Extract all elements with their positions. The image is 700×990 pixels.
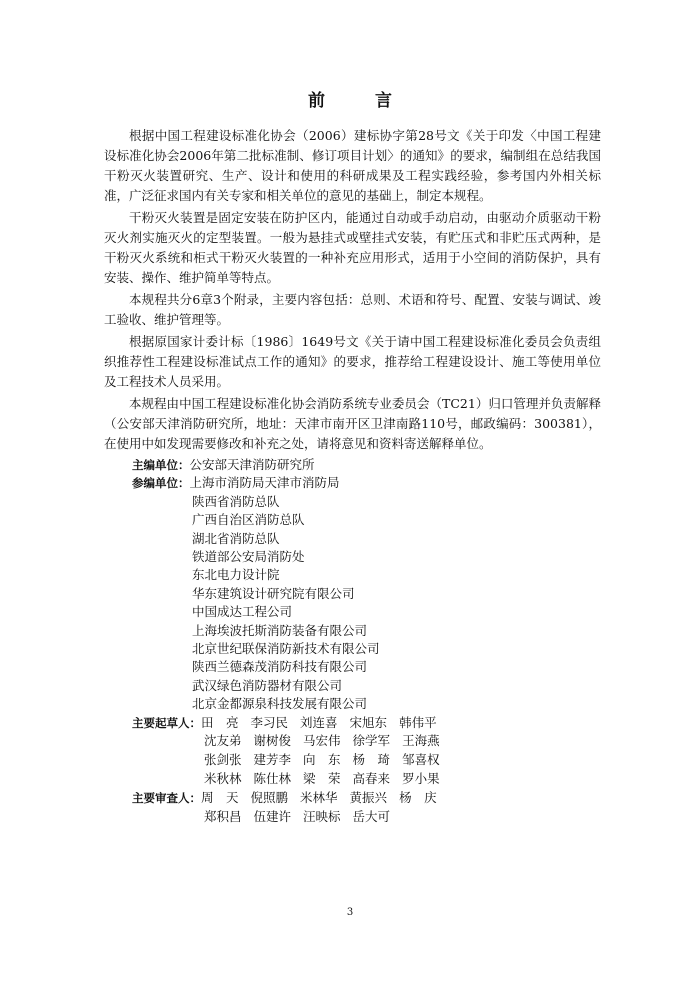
person-name: 韩伟平 [399,714,437,730]
participating-row [132,474,601,492]
participating-list [192,493,601,714]
paragraph-2: 干粉灭火装置是固定安装在防护区内，能通过自动或手动启动，由驱动介质驱动干粉灭火剂实施灭火的定型装置。一般为悬挂式或壁挂式安装，有贮压式和非贮压式两种，是干粉灭火系统和柜式干粉灭火装置的一种补充应用形式，适用于小空间的消防保护，具有安装、操作、维护简单等特点。 [104,210,601,285]
name-group [204,808,402,827]
person-name: 杨 琦 [352,752,391,768]
person-name: 建芳李 [253,752,292,768]
person-name: 李习民 [250,714,289,730]
participating-unit: 陕西省消防总队 [192,493,280,509]
name-group [201,714,449,733]
participating-unit: 广西自治区消防总队 [192,512,305,528]
person-name: 梁 荣 [303,771,341,787]
participating-unit: 华东建筑设计研究院有限公司 [192,585,355,601]
person-name: 黄振兴 [349,789,388,805]
person-name: 马宏伟 [303,733,341,749]
page-number: 3 [346,907,354,918]
participating-unit: 北京金都源泉科技发展有限公司 [192,696,368,712]
drafters-line [132,751,601,770]
person-name: 王海燕 [402,733,440,749]
participating-unit: 北京世纪联保消防新技术有限公司 [192,641,380,657]
drafters-line [132,770,601,789]
person-name: 高春来 [352,771,391,787]
drafters-label: 主要起草人： [132,715,201,730]
drafters-line [132,714,601,733]
person-name: 杨 庆 [399,789,437,805]
person-name: 米秋林 [204,771,242,787]
participating-unit: 上海埃波托斯消防装备有限公司 [192,622,368,638]
person-name: 倪照鹏 [250,789,289,805]
person-name: 刘连喜 [300,714,338,730]
person-name: 谢树俊 [253,733,292,749]
reviewers-line [132,808,601,827]
name-group [204,770,452,789]
participating-unit: 陕西兰德森茂消防科技有限公司 [192,659,368,675]
person-name: 陈仕林 [253,771,292,787]
person-name: 周 天 [201,789,239,805]
chief-unit-value: 公安部天津消防研究所 [189,457,315,472]
participating-unit: 武汉绿色消防器材有限公司 [192,677,343,693]
drafters-line [132,732,601,751]
reviewers-label: 主要审查人： [132,790,201,805]
paragraph-5: 本规程由中国工程建设标准化协会消防系统专业委员会（TC21）归口管理并负责解释（公安部天津消防研究所，地址：天津市南开区卫津南路110号，邮政编码：300381），在使用中如发现需要修改和补充之处，请将意见和资料寄送解释单位。 [104,396,601,451]
participating-label: 参编单位： [132,476,190,491]
name-group [204,751,452,770]
person-name: 伍建许 [253,808,292,824]
reviewers-line [132,789,601,808]
person-name: 米林华 [300,789,338,805]
name-group [201,789,449,808]
page-title: 前 言 [308,91,414,111]
person-name: 罗小果 [402,771,440,787]
participating-unit: 上海市消防局天津市消防局 [189,475,340,491]
participating-unit: 东北电力设计院 [192,567,280,583]
paragraph-4: 根据原国家计委计标〔1986〕1649号文《关于请中国工程建设标准化委员会负责组织推荐性工程建设标准试点工作的通知》的要求，推荐给工程建设设计、施工等使用单位及工程技术人员采用。 [104,334,601,389]
chief-unit-row [132,456,601,474]
person-name: 田 亮 [201,714,239,730]
document-body [104,126,601,826]
paragraph-3: 本规程共分6章3个附录，主要内容包括：总则、术语和符号、配置、安装与调试、竣工验收、维护管理等。 [104,292,601,327]
participating-unit: 湖北省消防总队 [192,530,280,546]
person-name: 张剑张 [204,752,242,768]
drafters-block [132,714,601,827]
name-group [204,732,452,751]
person-name: 沈友弟 [204,733,242,749]
participating-unit: 中国成达工程公司 [192,604,293,620]
person-name: 宋旭东 [349,714,388,730]
participating-unit: 铁道部公安局消防处 [192,549,305,565]
chief-unit-label: 主编单位： [132,458,190,472]
person-name: 邹喜权 [402,752,440,768]
person-name: 汪映标 [303,808,341,824]
person-name: 郑积昌 [204,808,242,824]
person-name: 徐学军 [352,733,391,749]
paragraph-1: 根据中国工程建设标准化协会（2006）建标协字第28号文《关于印发〈中国工程建设标准化协会2006年第二批标准制、修订项目计划〉的通知》的要求，编制组在总结我国干粉灭火装置研究、生产、设计和使用的科研成果及工程实践经验，参考国内外相关标准，广泛征求国内有关专家和相关单位的意见的基础上，制定本规程。 [104,128,601,203]
person-name: 岳大可 [352,808,391,824]
person-name: 向 东 [303,752,341,768]
